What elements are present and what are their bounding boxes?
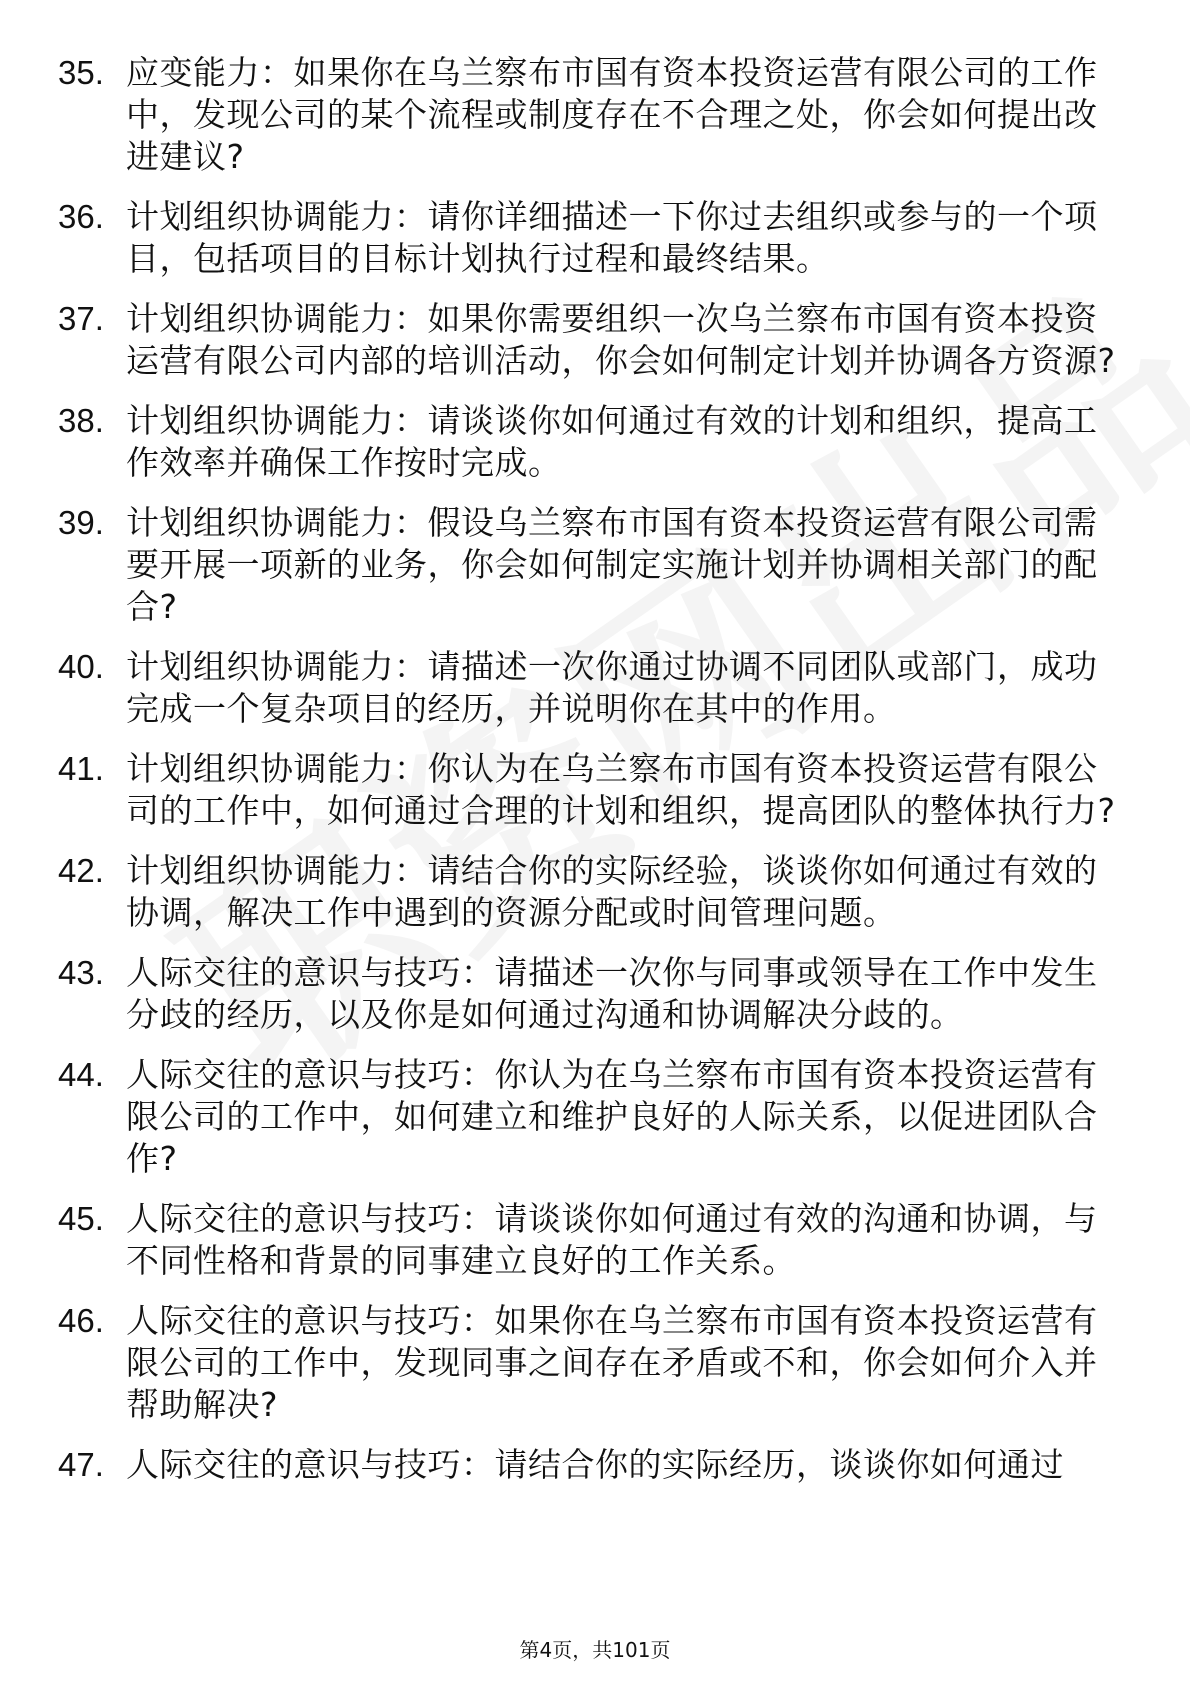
question-text: 计划组织协调能力：假设乌兰察布市国有资本投资运营有限公司需要开展一项新的业务，你会如何制定实施计划并协调相关部门的配合?: [126, 503, 1098, 626]
question-text: 计划组织协调能力：你认为在乌兰察布市国有资本投资运营有限公司的工作中，如何通过合理的计划和组织，提高团队的整体执行力?: [126, 749, 1116, 830]
question-number: 41.: [58, 750, 104, 787]
question-item-40: [58, 646, 1118, 730]
question-list: [58, 52, 1118, 1504]
question-text: 人际交往的意识与技巧：请描述一次你与同事或领导在工作中发生分歧的经历，以及你是如何通过沟通和协调解决分歧的。: [126, 953, 1098, 1034]
question-number: 44.: [58, 1056, 104, 1093]
question-number: 38.: [58, 402, 104, 439]
page-footer: 第4页，共101页: [519, 1638, 671, 1662]
question-item-36: [58, 196, 1118, 280]
question-item-44: [58, 1054, 1118, 1180]
question-text: 人际交往的意识与技巧：请谈谈你如何通过有效的沟通和协调，与不同性格和背景的同事建立良好的工作关系。: [126, 1199, 1098, 1280]
question-number: 35.: [58, 54, 104, 91]
question-number: 47.: [58, 1446, 104, 1483]
question-item-47: [58, 1444, 1118, 1486]
question-item-37: [58, 298, 1118, 382]
question-item-35: [58, 52, 1118, 178]
question-text: 应变能力：如果你在乌兰察布市国有资本投资运营有限公司的工作中，发现公司的某个流程或制度存在不合理之处，你会如何提出改进建议?: [126, 53, 1098, 176]
question-text: 人际交往的意识与技巧：如果你在乌兰察布市国有资本投资运营有限公司的工作中，发现同事之间存在矛盾或不和，你会如何介入并帮助解决?: [126, 1301, 1098, 1424]
question-item-39: [58, 502, 1118, 628]
question-number: 36.: [58, 198, 104, 235]
question-text: 计划组织协调能力：请结合你的实际经验，谈谈你如何通过有效的协调，解决工作中遇到的资源分配或时间管理问题。: [126, 851, 1098, 932]
question-item-46: [58, 1300, 1118, 1426]
question-text: 人际交往的意识与技巧：你认为在乌兰察布市国有资本投资运营有限公司的工作中，如何建立和维护良好的人际关系，以促进团队合作?: [126, 1055, 1098, 1178]
question-number: 37.: [58, 300, 104, 337]
question-item-38: [58, 400, 1118, 484]
question-number: 45.: [58, 1200, 104, 1237]
question-text: 人际交往的意识与技巧：请结合你的实际经历，谈谈你如何通过: [126, 1445, 1064, 1484]
question-text: 计划组织协调能力：请描述一次你通过协调不同团队或部门，成功完成一个复杂项目的经历，并说明你在其中的作用。: [126, 647, 1098, 728]
question-number: 39.: [58, 504, 104, 541]
question-text: 计划组织协调能力：请谈谈你如何通过有效的计划和组织，提高工作效率并确保工作按时完成。: [126, 401, 1098, 482]
question-number: 42.: [58, 852, 104, 889]
question-number: 46.: [58, 1302, 104, 1339]
question-number: 40.: [58, 648, 104, 685]
question-item-43: [58, 952, 1118, 1036]
question-item-45: [58, 1198, 1118, 1282]
question-number: 43.: [58, 954, 104, 991]
question-text: 计划组织协调能力：请你详细描述一下你过去组织或参与的一个项目，包括项目的目标计划执行过程和最终结果。: [126, 197, 1098, 278]
question-item-42: [58, 850, 1118, 934]
question-text: 计划组织协调能力：如果你需要组织一次乌兰察布市国有资本投资运营有限公司内部的培训活动，你会如何制定计划并协调各方资源?: [126, 299, 1116, 380]
question-item-41: [58, 748, 1118, 832]
